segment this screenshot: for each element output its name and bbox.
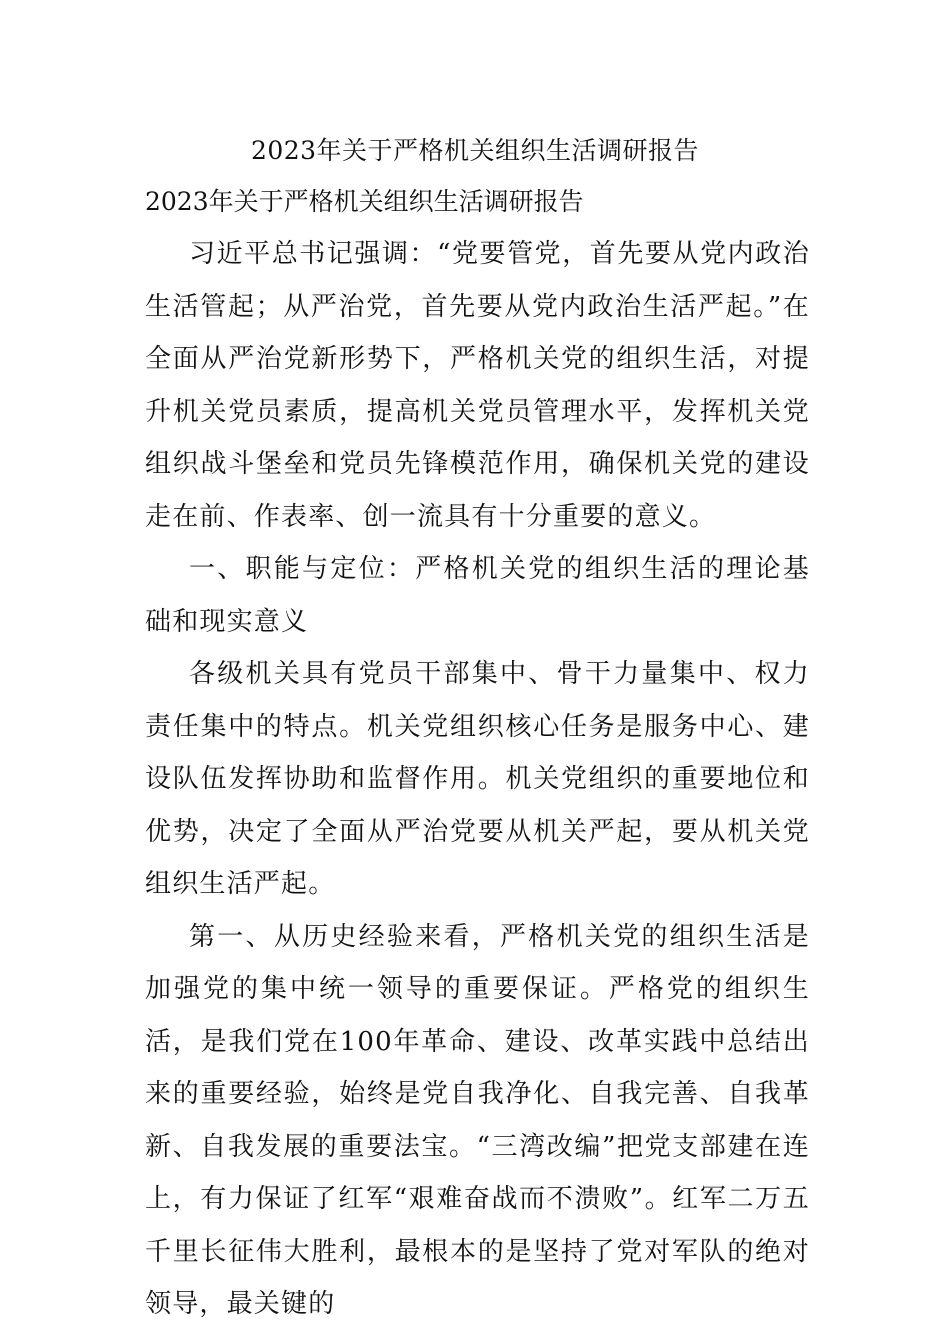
document-title: 2023年关于严格机关组织生活调研报告 xyxy=(250,136,700,165)
document-subtitle: 2023年关于严格机关组织生活调研报告 xyxy=(145,187,584,216)
paragraph-organs: 各级机关具有党员干部集中、骨干力量集中、权力责任集中的特点。机关党组织核心任务是服务中心、建设队伍发挥协助和监督作用。机关党组织的重要地位和优势，决定了全面从严治党要从机关严起，要从机关党组织生活严起。 xyxy=(145,659,810,899)
paragraph-history: 第一、从历史经验来看，严格机关党的组织生活是加强党的集中统一领导的重要保证。严格党的组织生活，是我们党在100年革命、建设、改革实践中总结出来的重要经验，始终是党自我净化、自我完善、自我革新、自我发展的重要法宝。“三湾改编”把党支部建在连上，有力保证了红军“艰难奋战而不溃败”。红军二万五千里长征伟大胜利，最根本的是坚持了党对军队的绝对领导，最关键的 xyxy=(145,921,810,1319)
document-body xyxy=(145,228,810,1331)
paragraph-intro: 习近平总书记强调：“党要管党，首先要从党内政治生活管起；从严治党，首先要从党内政治生活严起。”在全面从严治党新形势下，严格机关党的组织生活，对提升机关党员素质，提高机关党员管理水平，发挥机关党组织战斗堡垒和党员先锋模范作用，确保机关党的建设走在前、作表率、创一流具有十分重要的意义。 xyxy=(145,239,810,532)
section-heading-1: 一、职能与定位：严格机关党的组织生活的理论基础和现实意义 xyxy=(145,554,810,637)
